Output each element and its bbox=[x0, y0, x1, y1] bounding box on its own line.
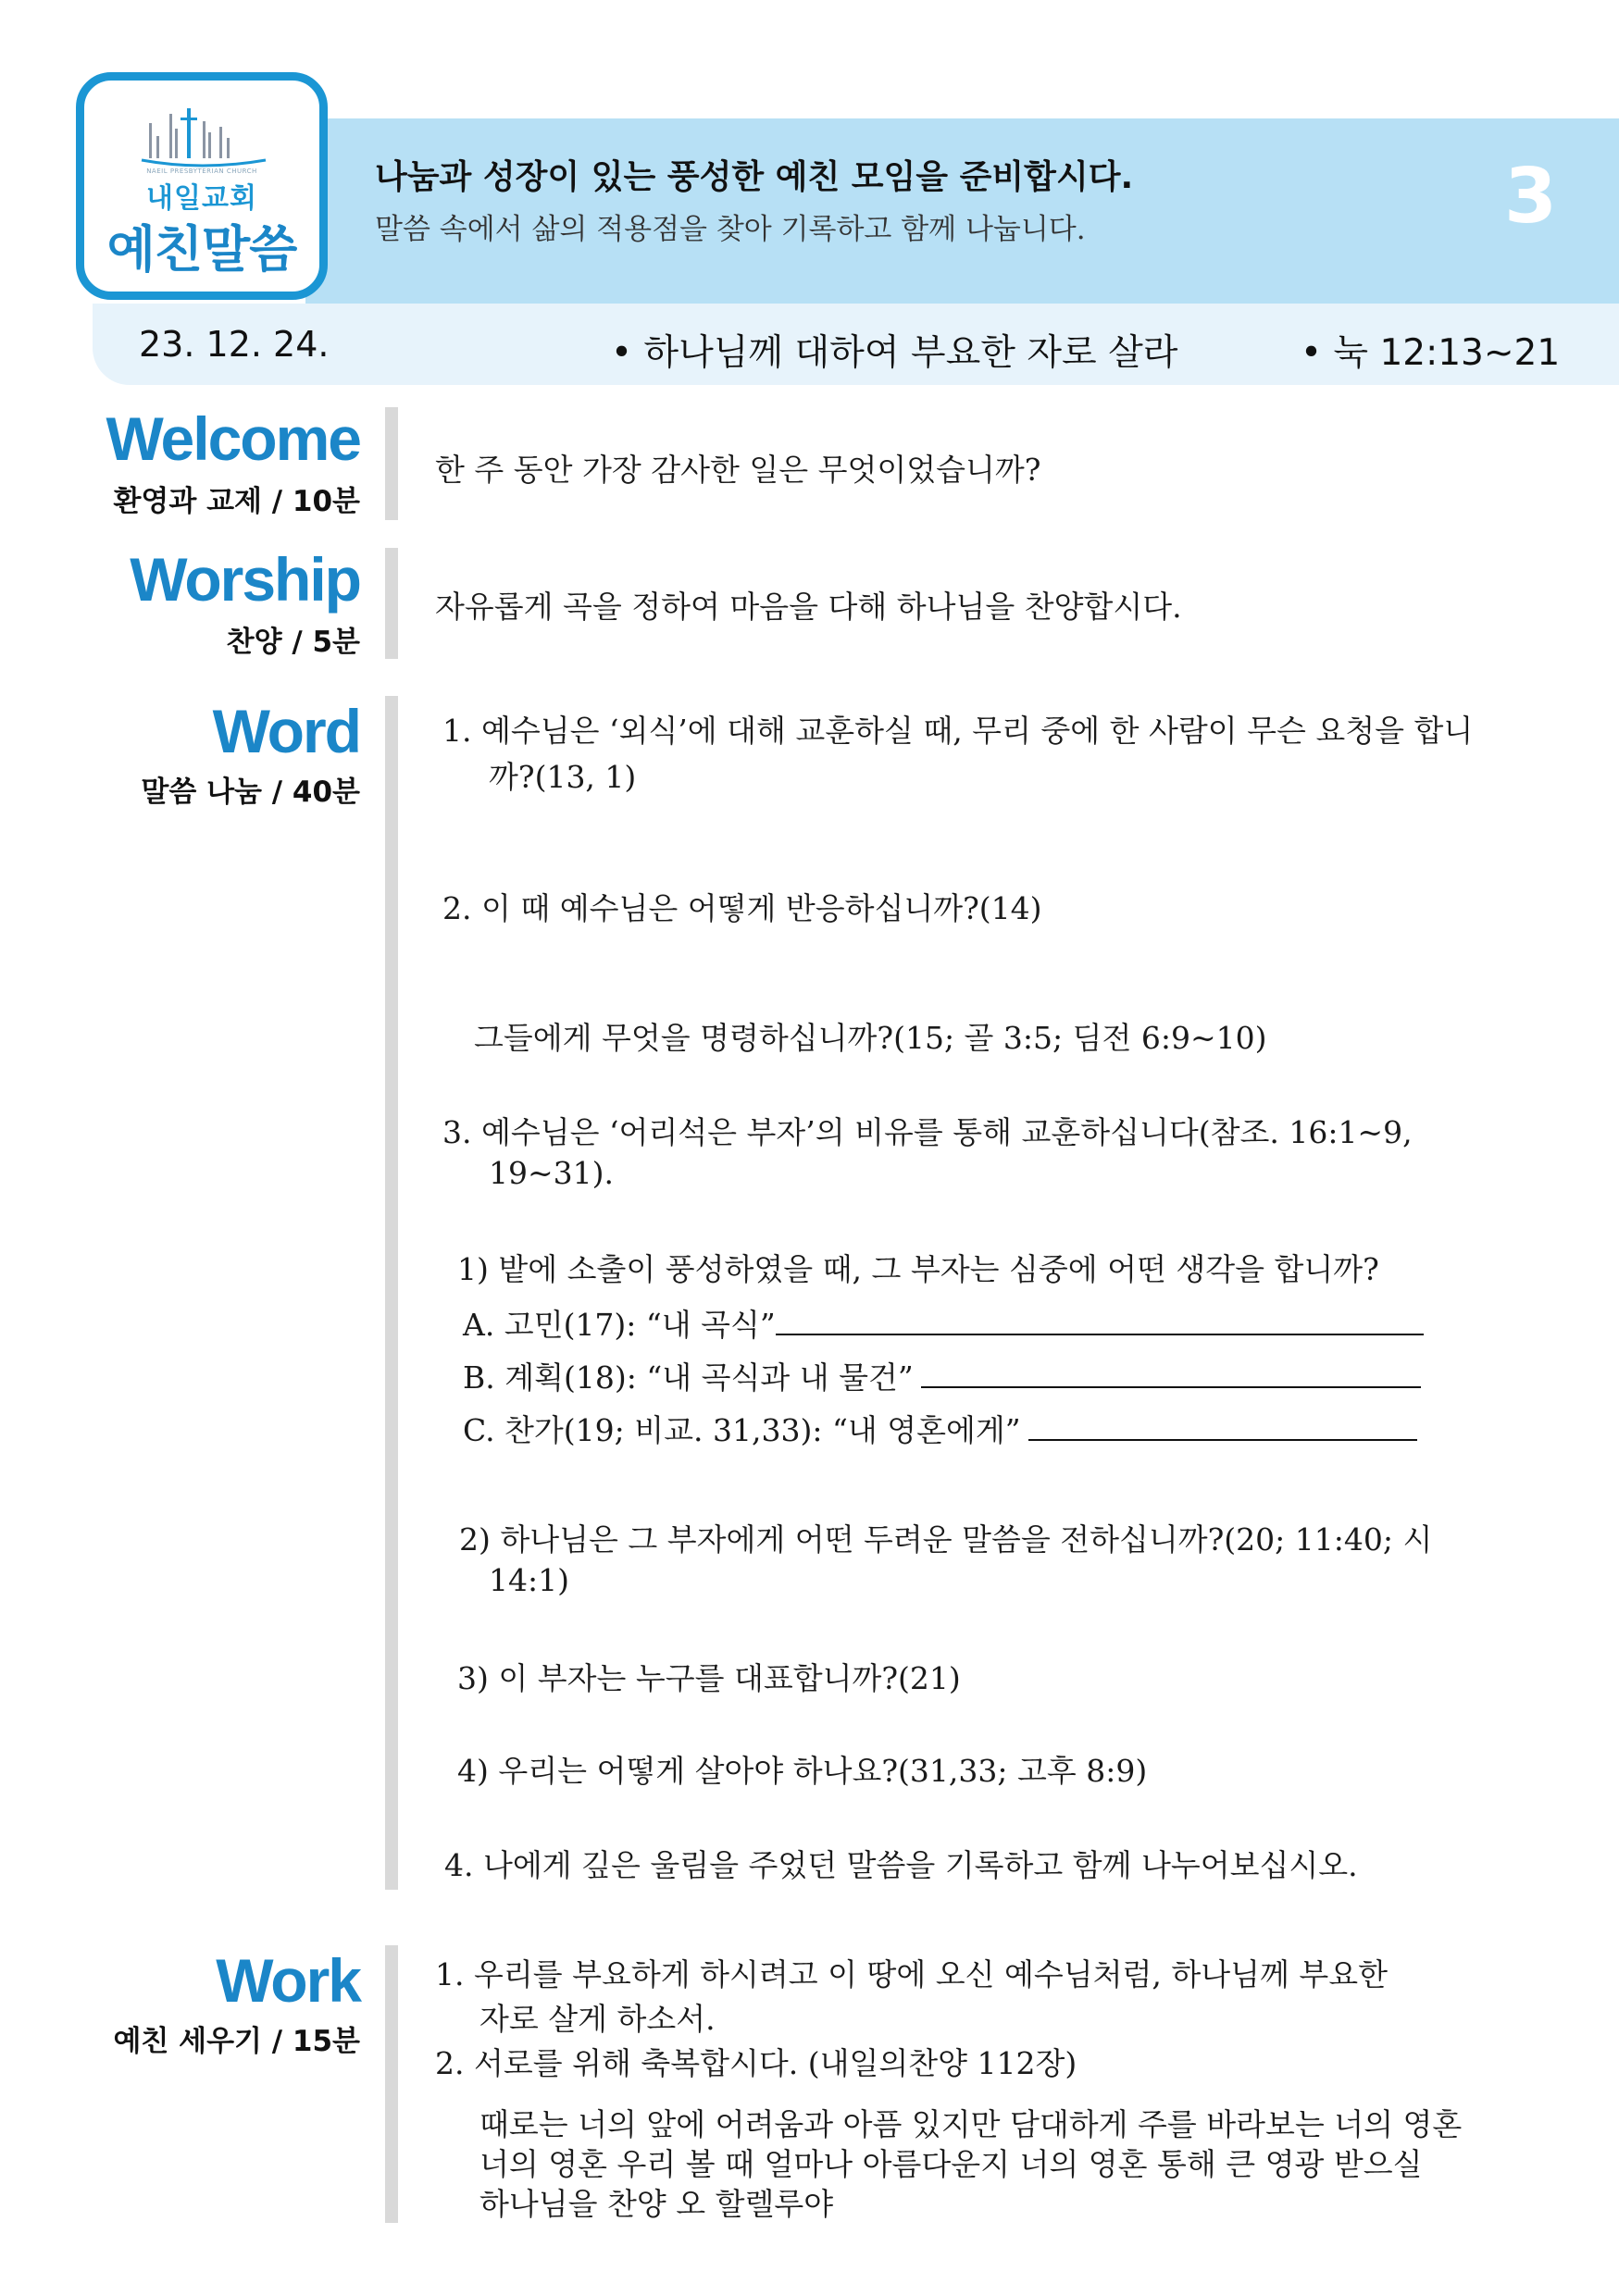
worship-text: 자유롭게 곡을 정하여 마음을 다해 하나님을 찬양합시다. bbox=[435, 589, 1182, 625]
answer-prompt-b: B. 계획(18): “내 곡식과 내 물건” bbox=[463, 1359, 914, 1396]
word-question-3-1-a bbox=[463, 1301, 1424, 1345]
word-question-3-3: 3) 이 부자는 누구를 대표합니까?(21) bbox=[457, 1660, 961, 1696]
page-number: 3 bbox=[1504, 153, 1558, 241]
answer-blank-a[interactable] bbox=[776, 1306, 1424, 1335]
word-question-3-2-line-1: 2) 하나님은 그 부자에게 어떤 두려운 말씀을 전하십니까?(20; 11:40; 시 bbox=[459, 1521, 1433, 1558]
worship-title: Worship bbox=[130, 545, 360, 614]
word-question-3-1-b bbox=[463, 1354, 1421, 1397]
word-question-3-line-2: 19~31). bbox=[489, 1155, 614, 1191]
word-question-1-line-1: 1. 예수님은 ‘외식’에 대해 교훈하실 때, 무리 중에 한 사람이 무슨 요청을 합니 bbox=[442, 713, 1474, 749]
worship-divider bbox=[385, 548, 398, 659]
answer-prompt-a: A. 고민(17): “내 곡식” bbox=[463, 1307, 776, 1343]
worship-subtitle: 찬양 / 5분 bbox=[226, 626, 360, 659]
logo-english-name: NAEIL PRESBYTERIAN CHURCH bbox=[146, 168, 257, 175]
header-line-2: 말씀 속에서 삶의 적용점을 찾아 기록하고 함께 나눕니다. bbox=[375, 213, 1086, 246]
date: 23. 12. 24. bbox=[139, 324, 330, 365]
word-divider bbox=[385, 696, 398, 1890]
word-question-4: 4. 나에게 깊은 울림을 주었던 말씀을 기록하고 함께 나누어보십시오. bbox=[444, 1847, 1358, 1883]
work-title: Work bbox=[216, 1946, 360, 2015]
word-subtitle: 말씀 나눔 / 40분 bbox=[141, 776, 360, 809]
scripture-reference: • 눅 12:13~21 bbox=[1301, 332, 1561, 374]
welcome-title: Welcome bbox=[106, 404, 360, 473]
logo-title: 예친말씀 bbox=[106, 220, 297, 279]
answer-prompt-c: C. 찬가(19; 비교. 31,33): “내 영혼에게” bbox=[463, 1412, 1021, 1448]
work-subtitle: 예친 세우기 / 15분 bbox=[113, 2025, 360, 2058]
logo-church-name: 내일교회 bbox=[146, 182, 257, 215]
word-question-3-1: 1) 밭에 소출이 풍성하였을 때, 그 부자는 심중에 어떤 생각을 합니까? bbox=[457, 1251, 1379, 1287]
word-question-2: 2. 이 때 예수님은 어떻게 반응하십니까?(14) bbox=[442, 890, 1042, 926]
word-title: Word bbox=[212, 697, 360, 765]
song-lyrics-line-1: 때로는 너의 앞에 어려움과 아픔 있지만 담대하게 주를 바라보는 너의 영혼 bbox=[479, 2106, 1463, 2142]
song-lyrics-line-3: 하나님을 찬양 오 할렐루야 bbox=[479, 2186, 834, 2222]
word-question-3-line-1: 3. 예수님은 ‘어리석은 부자’의 비유를 통해 교훈하십니다(참조. 16:1~9, bbox=[442, 1114, 1413, 1150]
church-logo bbox=[76, 72, 328, 300]
answer-blank-b[interactable] bbox=[921, 1359, 1421, 1388]
welcome-question: 한 주 동안 가장 감사한 일은 무엇이었습니까? bbox=[435, 452, 1041, 488]
word-question-3-4: 4) 우리는 어떻게 살아야 하나요?(31,33; 고후 8:9) bbox=[457, 1753, 1148, 1789]
welcome-subtitle: 환영과 교제 / 10분 bbox=[113, 485, 360, 518]
work-prayer-1-line-1: 1. 우리를 부요하게 하시려고 이 땅에 오신 예수님처럼, 하나님께 부요한 bbox=[435, 1956, 1388, 1992]
work-prayer-2: 2. 서로를 위해 축복합시다. (내일의찬양 112장) bbox=[435, 2045, 1077, 2081]
song-lyrics-line-2: 너의 영혼 우리 볼 때 얼마나 아름다운지 너의 영혼 통해 큰 영광 받으실 bbox=[479, 2146, 1423, 2182]
word-question-3-1-c bbox=[463, 1407, 1417, 1450]
work-divider bbox=[385, 1945, 398, 2223]
sermon-title: • 하나님께 대하여 부요한 자로 살라 bbox=[611, 332, 1178, 374]
skyline-icon bbox=[84, 81, 319, 169]
word-question-2-follow: 그들에게 무엇을 명령하십니까?(15; 골 3:5; 딤전 6:9~10) bbox=[474, 1020, 1267, 1056]
work-prayer-1-line-2: 자로 살게 하소서. bbox=[479, 2001, 716, 2037]
header-line-1: 나눔과 성장이 있는 풍성한 예친 모임을 준비합시다. bbox=[375, 158, 1134, 196]
answer-blank-c[interactable] bbox=[1028, 1411, 1417, 1441]
word-question-1-line-2: 까?(13, 1) bbox=[489, 759, 637, 795]
word-question-3-2-line-2: 14:1) bbox=[489, 1562, 569, 1598]
welcome-divider bbox=[385, 407, 398, 520]
